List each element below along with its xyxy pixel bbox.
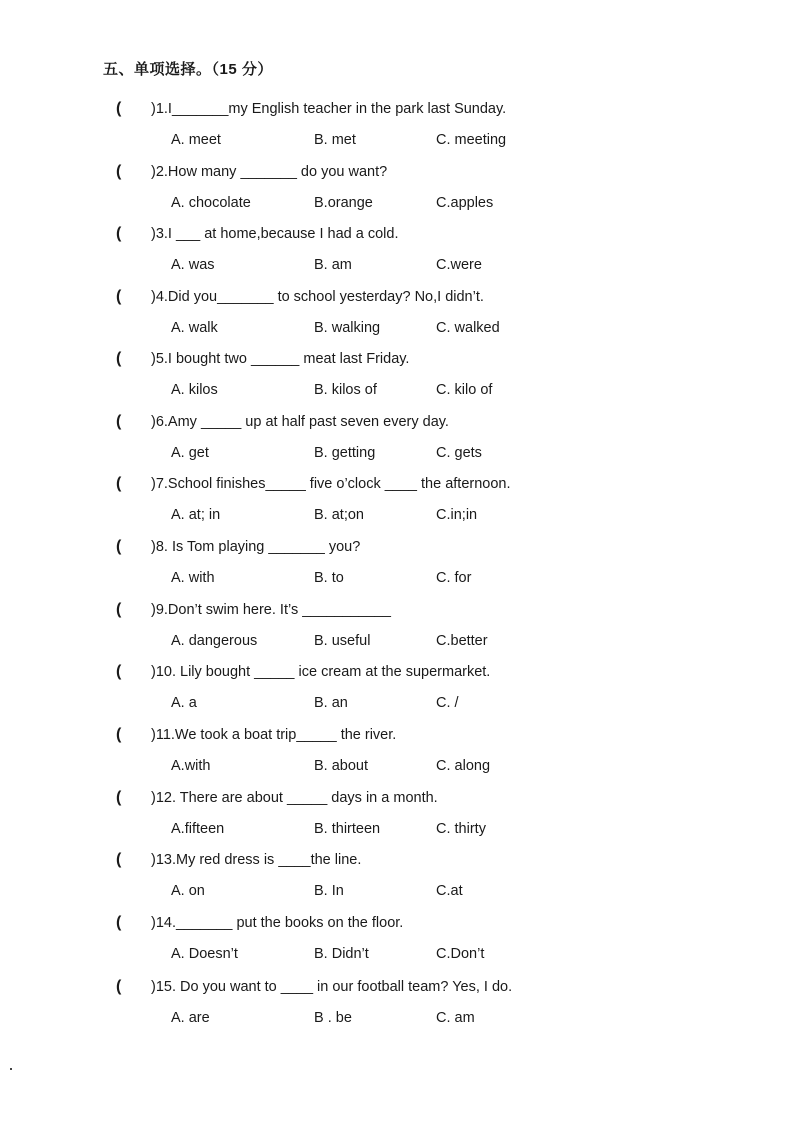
answer-bracket[interactable]: ( — [116, 100, 122, 117]
options-row — [0, 191, 794, 215]
options-row — [0, 817, 794, 841]
option-b: B. useful — [314, 633, 371, 649]
options-row — [0, 566, 794, 590]
question-text: )2.How many _______ do you want? — [151, 164, 388, 180]
option-c: C.at — [436, 883, 463, 899]
question-text: )6.Amy _____ up at half past seven every day. — [151, 414, 449, 430]
options-row — [0, 316, 794, 340]
option-a: A. chocolate — [171, 195, 251, 211]
scan-speck — [10, 1068, 12, 1070]
question-8 — [0, 535, 794, 598]
options-row — [0, 253, 794, 277]
question-5 — [0, 347, 794, 410]
option-a: A. walk — [171, 320, 218, 336]
answer-bracket[interactable]: ( — [116, 851, 122, 868]
question-3 — [0, 222, 794, 285]
option-a: A.with — [171, 758, 211, 774]
option-c: C. kilo of — [436, 382, 493, 398]
option-a: A. was — [171, 257, 215, 273]
option-b: B. thirteen — [314, 821, 381, 837]
question-7 — [0, 472, 794, 535]
question-11 — [0, 723, 794, 786]
option-c: C.apples — [436, 195, 494, 211]
option-b: B. at;on — [314, 507, 364, 523]
question-1 — [0, 97, 794, 160]
question-4 — [0, 285, 794, 348]
option-c: C. gets — [436, 445, 482, 461]
answer-bracket[interactable]: ( — [116, 350, 122, 367]
question-text: )12. There are about _____ days in a month. — [151, 790, 438, 806]
option-a: A. with — [171, 570, 215, 586]
question-text: )1.I_______my English teacher in the park last Sunday. — [151, 101, 507, 117]
option-a: A.fifteen — [171, 821, 225, 837]
option-b: B. an — [314, 695, 348, 711]
options-row — [0, 378, 794, 402]
question-14 — [0, 911, 794, 974]
question-15 — [0, 975, 794, 1038]
option-a: A. dangerous — [171, 633, 258, 649]
option-c: C.better — [436, 633, 488, 649]
answer-bracket[interactable]: ( — [116, 789, 122, 806]
option-c: C. am — [436, 1010, 475, 1026]
option-c: C.Don’t — [436, 946, 485, 962]
option-b: B. about — [314, 758, 369, 774]
option-b: B. In — [314, 883, 344, 899]
question-text: )14._______ put the books on the floor. — [151, 915, 404, 931]
answer-bracket[interactable]: ( — [116, 163, 122, 180]
option-b: B. Didn’t — [314, 946, 369, 962]
answer-bracket[interactable]: ( — [116, 413, 122, 430]
question-text: )3.I ___ at home,because I had a cold. — [151, 226, 399, 242]
options-row — [0, 691, 794, 715]
answer-bracket[interactable]: ( — [116, 726, 122, 743]
answer-bracket[interactable]: ( — [116, 288, 122, 305]
question-text: )5.I bought two ______ meat last Friday. — [151, 351, 410, 367]
answer-bracket[interactable]: ( — [116, 663, 122, 680]
answer-bracket[interactable]: ( — [116, 601, 122, 618]
question-text: )13.My red dress is ____the line. — [151, 852, 362, 868]
question-9 — [0, 598, 794, 661]
option-a: A. at; in — [171, 507, 221, 523]
option-a: A. get — [171, 445, 209, 461]
options-row — [0, 128, 794, 152]
option-b: B. getting — [314, 445, 376, 461]
option-c: C. for — [436, 570, 472, 586]
option-b: B.orange — [314, 195, 373, 211]
question-text: )8. Is Tom playing _______ you? — [151, 539, 361, 555]
option-c: C. meeting — [436, 132, 507, 148]
options-row — [0, 879, 794, 903]
option-a: A. meet — [171, 132, 221, 148]
option-c: C. thirty — [436, 821, 486, 837]
question-text: )7.School finishes_____ five o’clock ____ the afternoon. — [151, 476, 511, 492]
option-a: A. a — [171, 695, 197, 711]
question-text: )15. Do you want to ____ in our football team? Yes, I do. — [151, 979, 513, 995]
question-13 — [0, 848, 794, 911]
option-c: C.were — [436, 257, 482, 273]
answer-bracket[interactable]: ( — [116, 538, 122, 555]
answer-bracket[interactable]: ( — [116, 914, 122, 931]
section-title: 五、单项选择。（15 分） — [103, 61, 273, 78]
option-b: B . be — [314, 1010, 352, 1026]
options-row — [0, 503, 794, 527]
question-text: )4.Did you_______ to school yesterday? No,I didn’t. — [151, 289, 484, 305]
option-c: C.in;in — [436, 507, 478, 523]
options-row — [0, 942, 794, 966]
option-a: A. kilos — [171, 382, 218, 398]
option-a: A. are — [171, 1010, 210, 1026]
question-12 — [0, 786, 794, 849]
options-row — [0, 629, 794, 653]
question-text: )11.We took a boat trip_____ the river. — [151, 727, 397, 743]
option-b: B. kilos of — [314, 382, 377, 398]
options-row — [0, 1006, 794, 1030]
answer-bracket[interactable]: ( — [116, 475, 122, 492]
option-b: B. walking — [314, 320, 381, 336]
option-a: A. Doesn’t — [171, 946, 238, 962]
option-b: B. to — [314, 570, 344, 586]
option-c: C. / — [436, 695, 459, 711]
question-text: )9.Don’t swim here. It’s ___________ — [151, 602, 391, 618]
options-row — [0, 441, 794, 465]
question-10 — [0, 660, 794, 723]
option-c: C. along — [436, 758, 491, 774]
answer-bracket[interactable]: ( — [116, 978, 122, 995]
option-b: B. am — [314, 257, 352, 273]
answer-bracket[interactable]: ( — [116, 225, 122, 242]
options-row — [0, 754, 794, 778]
option-c: C. walked — [436, 320, 500, 336]
option-b: B. met — [314, 132, 356, 148]
question-2 — [0, 160, 794, 223]
option-a: A. on — [171, 883, 205, 899]
question-text: )10. Lily bought _____ ice cream at the supermarket. — [151, 664, 491, 680]
question-6 — [0, 410, 794, 473]
